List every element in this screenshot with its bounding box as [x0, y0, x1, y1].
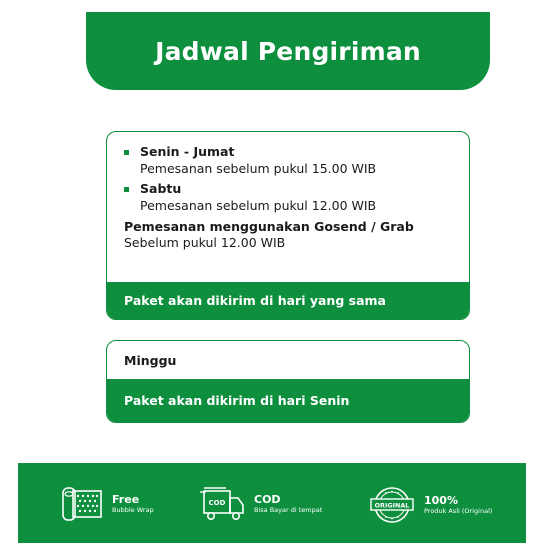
page-title: Jadwal Pengiriman — [155, 36, 421, 66]
schedule-item-subtitle: Pemesanan sebelum pukul 12.00 WIB — [140, 198, 377, 213]
feature-subtitle: Bubble Wrap — [112, 506, 154, 514]
cod-truck-icon — [198, 485, 246, 523]
schedule-item-weekday — [124, 144, 455, 177]
original-stamp-icon — [368, 485, 416, 525]
schedule-item-title: Senin - Jumat — [140, 144, 235, 159]
same-day-footer: Paket akan dikirim di hari yang sama — [107, 282, 469, 319]
monday-delivery-footer: Paket akan dikirim di hari Senin — [107, 379, 469, 422]
bubble-wrap-icon — [62, 485, 104, 523]
feature-title: Free — [112, 493, 140, 506]
feature-cod — [198, 485, 322, 523]
sunday-card — [106, 340, 470, 423]
header-banner — [86, 12, 490, 90]
feature-title: 100% — [424, 494, 458, 507]
feature-subtitle: Bisa Bayar di tempat — [254, 506, 323, 514]
sunday-title: Minggu — [124, 352, 177, 368]
schedule-item-subtitle: Pemesanan sebelum pukul 15.00 WIB — [140, 161, 377, 176]
cod-badge-text: COD — [208, 499, 226, 507]
feature-subtitle: Produk Asli (Original) — [424, 507, 493, 515]
original-badge-text: ORIGINAL — [374, 501, 410, 510]
bullet-icon — [124, 150, 129, 155]
courier-note-subtitle: Sebelum pukul 12.00 WIB — [124, 235, 286, 250]
features-bar — [18, 463, 526, 543]
schedule-item-saturday — [124, 181, 455, 214]
bullet-icon — [124, 187, 129, 192]
courier-note-title: Pemesanan menggunakan Gosend / Grab — [124, 219, 414, 234]
feature-bubble-wrap — [62, 485, 154, 523]
feature-original — [368, 485, 492, 525]
schedule-item-title: Sabtu — [140, 181, 182, 196]
feature-title: COD — [254, 493, 281, 506]
schedule-card — [106, 131, 470, 320]
